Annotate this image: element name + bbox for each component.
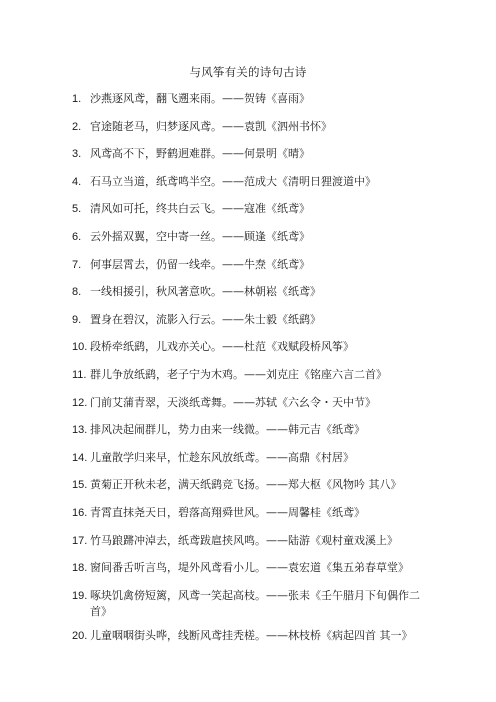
- list-item: [72, 588, 432, 620]
- list-item: [72, 533, 432, 549]
- item-text: 儿童散学归来早，忙趁东风放纸鸢。——高鼎《村居》: [90, 450, 354, 464]
- list-item: [72, 560, 432, 576]
- item-text: 排风决起闹群儿，势力由来一线微。——韩元吉《纸鸢》: [90, 423, 365, 437]
- list-item: [72, 229, 432, 245]
- item-number: 15.: [72, 479, 88, 492]
- item-number: 20.: [72, 629, 88, 642]
- item-number: 3.: [72, 148, 82, 161]
- list-item: [72, 367, 432, 383]
- item-text: 石马立当道，纸鸢鸣半空。——范成大《清明日狸渡道中》: [90, 174, 376, 188]
- item-number: 5.: [72, 203, 82, 216]
- item-number: 17.: [72, 534, 88, 547]
- item-text: 官途随老马，归梦逐风鸢。——袁凯《泗州书怀》: [90, 119, 332, 133]
- list-item: [72, 339, 432, 355]
- item-number: 8.: [72, 286, 82, 299]
- item-text: 何事层霄去，仍留一线牵。——牛焘《纸鸢》: [90, 257, 310, 271]
- item-number: 9.: [72, 313, 82, 326]
- list-item: [72, 395, 432, 411]
- item-text: 门前艾蒲青翠，天淡纸鸢舞。——苏轼《六幺令・天中节》: [90, 395, 376, 409]
- list-item: [72, 119, 432, 135]
- item-text: 置身在碧汉，流影入行云。——朱士毅《纸鹞》: [90, 312, 321, 326]
- document-title: 与风筝有关的诗句古诗: [189, 65, 307, 79]
- list-item: [72, 146, 432, 162]
- item-number: 13.: [72, 424, 88, 437]
- list-item: [72, 257, 432, 273]
- item-text: 云外摇双翼，空中寄一丝。——顾逢《纸鸢》: [90, 229, 310, 243]
- list-item: [72, 312, 432, 328]
- list-item: [72, 477, 432, 493]
- item-text: 风鸢高不下，野鹤迥难群。——何景明《晴》: [90, 147, 310, 161]
- list-item: [72, 284, 432, 300]
- item-text: 竹马踉蹡冲淖去，纸鸢跋扈挟风鸣。——陆游《观村童戏溪上》: [90, 533, 398, 547]
- item-text: 段桥牵纸鹞，儿戏亦关心。——杜范《戏赋段桥风筝》: [90, 340, 354, 354]
- item-text: 沙燕逐风鸢，翻飞遡来雨。——贺铸《喜雨》: [90, 92, 310, 105]
- item-text: 清风如可托，终共白云飞。——寇准《纸鸢》: [90, 202, 310, 216]
- list-item: [72, 422, 432, 438]
- item-text: 窗间番舌听言鸟，堤外风鸢看小儿。——袁宏道《集五弟春草堂》: [90, 561, 409, 575]
- item-number: 18.: [72, 562, 88, 575]
- item-number: 14.: [72, 451, 88, 464]
- item-text: 啄块饥禽傍短篱，风鸢一笑起高枝。——张耒《壬午腊月下旬偶作二首》: [90, 588, 420, 618]
- item-number: 10.: [72, 341, 88, 354]
- list-item: [72, 174, 432, 190]
- item-text: 青霄直抹尧天日，碧落高翔舜世风。——周馨桂《纸鸢》: [90, 505, 365, 519]
- poem-list: [72, 91, 432, 655]
- item-number: 7.: [72, 258, 82, 271]
- item-number: 16.: [72, 506, 88, 519]
- item-number: 2.: [72, 120, 82, 133]
- list-item: [72, 505, 432, 521]
- item-text: 群儿争放纸鹞，老子宁为木鸡。——刘克庄《铭座六言二首》: [90, 367, 387, 381]
- list-item: [72, 201, 432, 217]
- list-item: [72, 450, 432, 466]
- item-number: 11.: [72, 368, 87, 381]
- item-text: 儿童咽咽街头哗，线断风鸢挂秃槎。——林枝桥《病起四首 其一》: [90, 628, 413, 642]
- list-item: [72, 628, 432, 644]
- item-number: 1.: [72, 93, 82, 105]
- item-number: 12.: [72, 396, 88, 409]
- item-number: 4.: [72, 175, 82, 188]
- list-item: [72, 91, 432, 107]
- item-number: 19.: [72, 589, 88, 602]
- item-text: 黄菊正开秋未老，满天纸鹞竞飞扬。——郑大枢《风物吟 其八》: [90, 478, 402, 492]
- item-text: 一线相援引，秋风著意吹。——林朝崧《纸鸢》: [90, 285, 321, 299]
- item-number: 6.: [72, 230, 82, 243]
